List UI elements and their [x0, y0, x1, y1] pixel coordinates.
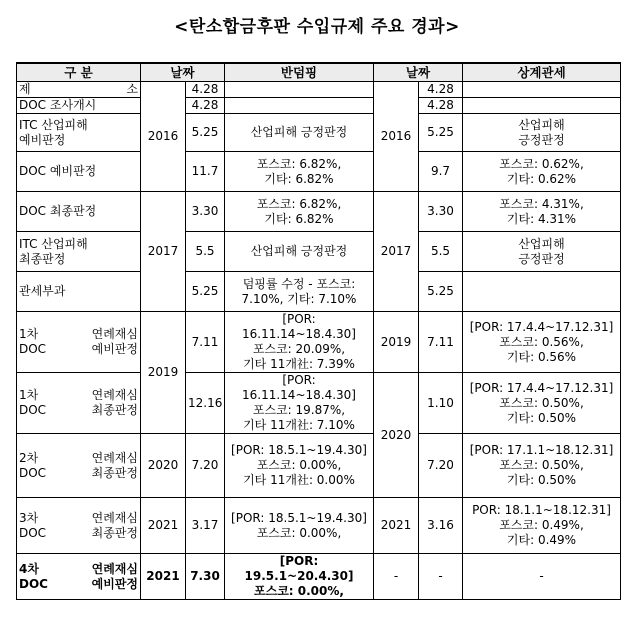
table-row: [17, 98, 621, 114]
cvd-result: -: [463, 554, 621, 600]
ad-date: 11.7: [186, 152, 225, 192]
regulation-history-table: [16, 62, 621, 600]
cvd-result: 산업피해 긍정판정: [463, 232, 621, 272]
ad-result: [225, 98, 374, 114]
cvd-date: 5.25: [419, 114, 463, 152]
table-row: [17, 152, 621, 192]
ad-date: 5.5: [186, 232, 225, 272]
table-row: [17, 554, 621, 600]
ad-date: 3.17: [186, 498, 225, 554]
table-row: [17, 272, 621, 312]
cvd-date: 5.5: [419, 232, 463, 272]
ad-date: 12.16: [186, 373, 225, 434]
cvd-date: 1.10: [419, 373, 463, 434]
cvd-date: 3.16: [419, 498, 463, 554]
row-event: DOC 최종판정: [17, 192, 141, 232]
ad-result: [POR: 18.5.1~19.4.30] 포스코: 0.00%, 기타 11개社: 0.00%: [225, 434, 374, 498]
cvd-year-2019: 2019: [374, 312, 419, 373]
ad-result: 산업피해 긍정판정: [225, 114, 374, 152]
ad-date: 5.25: [186, 272, 225, 312]
cvd-year-2017: 2017: [374, 192, 419, 312]
cvd-date: -: [419, 554, 463, 600]
table-row: [17, 312, 621, 373]
ad-year-2021-latest: 2021: [141, 554, 186, 600]
table-row: [17, 82, 621, 98]
ad-result: 포스코: 6.82%, 기타: 6.82%: [225, 192, 374, 232]
ad-year-2017: 2017: [141, 192, 186, 312]
table-row: [17, 434, 621, 498]
row-event: DOC 조사개시: [17, 98, 141, 114]
ad-result: [225, 82, 374, 98]
ad-date: 5.25: [186, 114, 225, 152]
cvd-result: [POR: 17.4.4~17.12.31] 포스코: 0.56%, 기타: 0.56%: [463, 312, 621, 373]
row-event: 4차 연례재심 DOC 예비판정: [17, 554, 141, 600]
table-row: [17, 498, 621, 554]
page-title: <탄소합금후판 수입규제 주요 경과>: [174, 17, 460, 37]
ad-result: [POR: 16.11.14~18.4.30] 포스코: 20.09%, 기타 11개社: 7.39%: [225, 312, 374, 373]
row-event: ITC 산업피해 예비판정: [17, 114, 141, 152]
cvd-year-2021: 2021: [374, 498, 419, 554]
ad-result: 산업피해 긍정판정: [225, 232, 374, 272]
ad-year-2016: 2016: [141, 82, 186, 192]
ad-result: [POR: 16.11.14~18.4.30] 포스코: 19.87%, 기타 11개社: 7.10%: [225, 373, 374, 434]
header-antidumping: 반덤핑: [225, 63, 374, 82]
row-event: 1차 연례재심 DOC 최종판정: [17, 373, 141, 434]
row-event: ITC 산업피해 최종판정: [17, 232, 141, 272]
ad-year-2019: 2019: [141, 312, 186, 434]
cvd-year-2016: 2016: [374, 82, 419, 192]
header-category: 구 분: [17, 63, 141, 82]
table-row: [17, 232, 621, 272]
row-event: 관세부과: [17, 272, 141, 312]
cvd-date: 9.7: [419, 152, 463, 192]
cvd-date: 4.28: [419, 98, 463, 114]
ad-result: [POR: 18.5.1~19.4.30] 포스코: 0.00%,: [225, 498, 374, 554]
cvd-date: 5.25: [419, 272, 463, 312]
cvd-result: 산업피해 긍정판정: [463, 114, 621, 152]
ad-date: 4.28: [186, 82, 225, 98]
ad-date: 7.20: [186, 434, 225, 498]
ad-date: 3.30: [186, 192, 225, 232]
cvd-date: 7.11: [419, 312, 463, 373]
cvd-year-2020: 2020: [374, 373, 419, 498]
cvd-result: 포스코: 4.31%, 기타: 4.31%: [463, 192, 621, 232]
cvd-date: 3.30: [419, 192, 463, 232]
cvd-date: 7.20: [419, 434, 463, 498]
cvd-result: [POR: 17.4.4~17.12.31] 포스코: 0.50%, 기타: 0.50%: [463, 373, 621, 434]
ad-result: 포스코: 6.82%, 기타: 6.82%: [225, 152, 374, 192]
row-event: DOC 예비판정: [17, 152, 141, 192]
cvd-result: POR: 18.1.1~18.12.31] 포스코: 0.49%, 기타: 0.49%: [463, 498, 621, 554]
row-event: 3차 연례재심 DOC 최종판정: [17, 498, 141, 554]
row-event: 2차 연례재심 DOC 최종판정: [17, 434, 141, 498]
ad-year-2020: 2020: [141, 434, 186, 498]
cvd-year-dash: -: [374, 554, 419, 600]
header-ad-date: 날짜: [141, 63, 225, 82]
header-cvd-date: 날짜: [374, 63, 463, 82]
header-cvd: 상계관세: [463, 63, 621, 82]
header-row: [17, 63, 621, 82]
cvd-date: 4.28: [419, 82, 463, 98]
table-row: [17, 114, 621, 152]
cvd-result: [POR: 17.1.1~18.12.31] 포스코: 0.50%, 기타: 0.50%: [463, 434, 621, 498]
ad-result: [POR: 19.5.1~20.4.30] 포스코: 0.00%,: [225, 554, 374, 600]
row-event: 제 소: [17, 82, 141, 98]
row-event: 1차 연례재심 DOC 예비판정: [17, 312, 141, 373]
ad-result: 덤핑률 수정 - 포스코: 7.10%, 기타: 7.10%: [225, 272, 374, 312]
cvd-result: [463, 82, 621, 98]
cvd-result: [463, 98, 621, 114]
cvd-result: 포스코: 0.62%, 기타: 0.62%: [463, 152, 621, 192]
ad-date: 7.11: [186, 312, 225, 373]
ad-date: 7.30: [186, 554, 225, 600]
ad-year-2021: 2021: [141, 498, 186, 554]
ad-date: 4.28: [186, 98, 225, 114]
cvd-result: [463, 272, 621, 312]
table-row: [17, 373, 621, 434]
table-row: [17, 192, 621, 232]
